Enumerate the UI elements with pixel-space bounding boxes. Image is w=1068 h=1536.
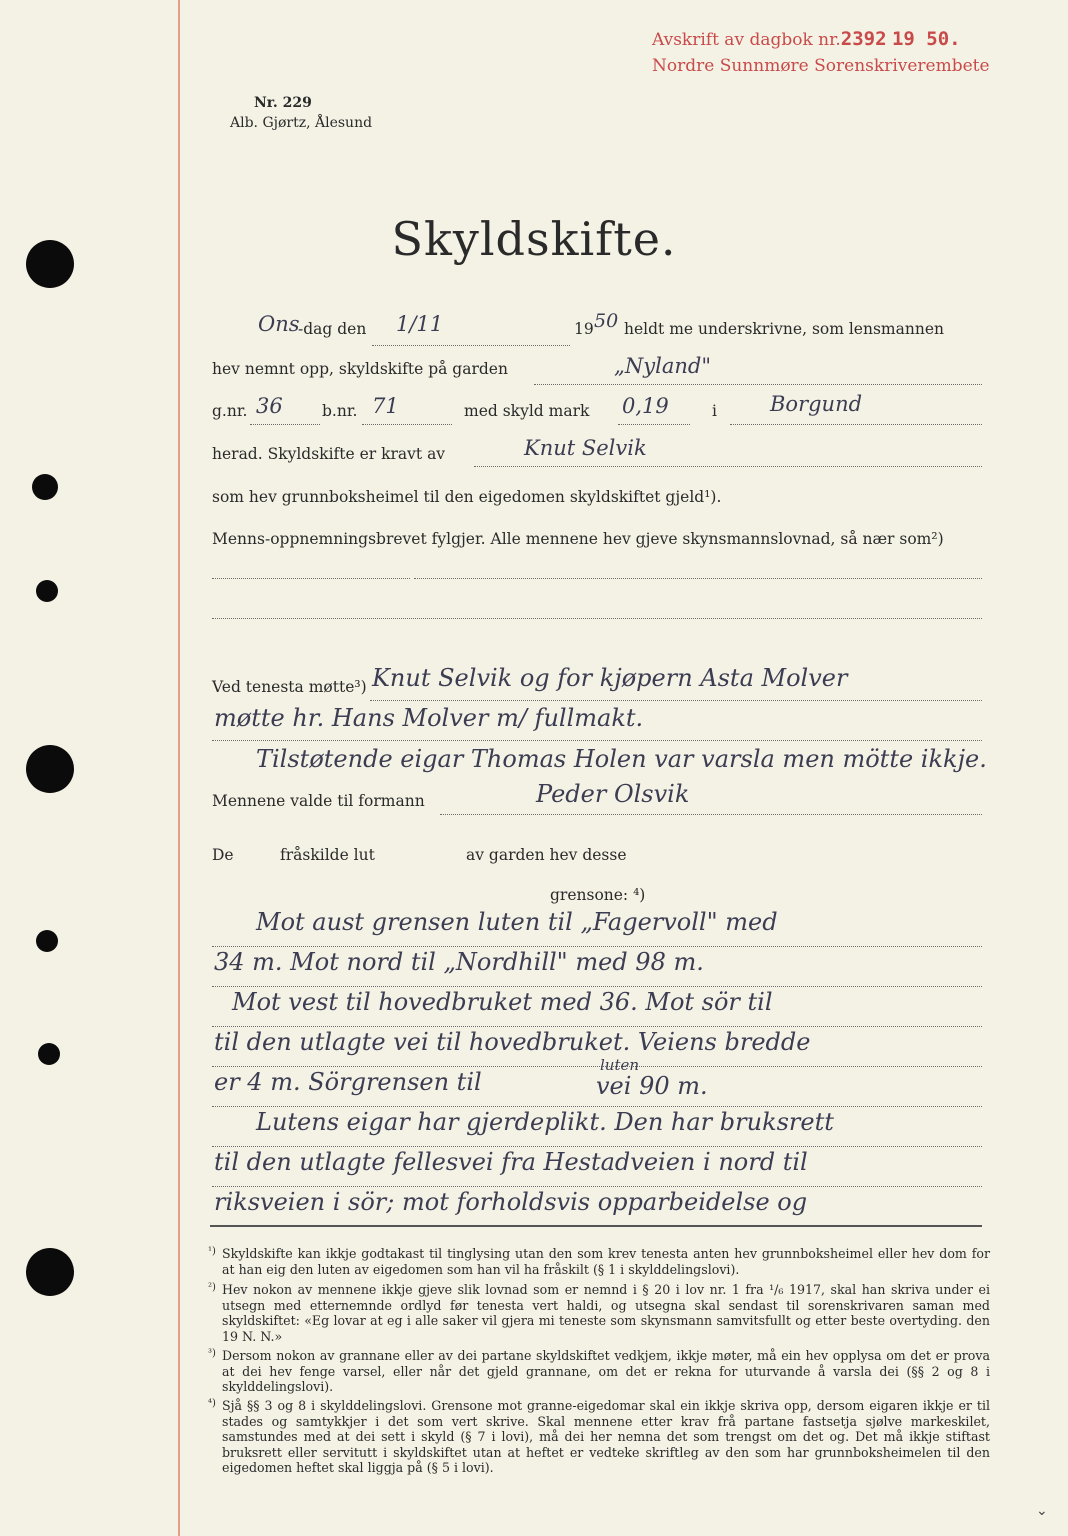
footnote-4 [208,1398,990,1476]
punch-hole [26,745,74,793]
hw-gnr: 36 [256,394,283,418]
blank-line [618,424,690,425]
blank-line [212,1106,982,1107]
footnote-mark: ¹) [208,1246,216,1257]
hw-boundary-7: til den utlagte fellesvei fra Hestadveien i nord til [214,1148,808,1176]
footnote-mark: ⁴) [208,1398,216,1409]
blank-line [474,466,982,467]
hw-chairman: Peder Olsvik [536,780,690,808]
blank-line [212,578,410,579]
blank-line [362,424,452,425]
label-grensone: grensone: ⁴) [550,886,646,904]
footnote-text: Hev nokon av mennene ikkje gjeve slik lovnad som er nemnd i § 20 i lov nr. 1 fra ¹/₆ 1917, skal han skriva under ei utsegn med etternemnde ordlyd før tenesta vert haldi, og utsegna skal sendast til sorenskrivaren saman med skyldskiftet: «Eg lovar at eg i alle saker vil gjera mi teneste som skynsmann samvitsfullt og etter beste overtyding. den 19 N. N.» [222,1282,990,1344]
hw-boundary-6: Lutens eigar har gjerdeplikt. Den har bruksrett [256,1108,834,1136]
hw-boundary-5b: vei 90 m. [596,1072,708,1100]
form-number: Nr. 229 [254,95,312,111]
hw-boundary-1: Mot aust grensen luten til „Fagervoll" med [256,908,778,936]
hw-bnr: 71 [372,394,399,418]
punch-hole [26,1248,74,1296]
stamp-year: 19 50. [891,28,961,50]
hw-weekday: Ons [258,312,300,336]
label-kravt-av: herad. Skyldskifte er kravt av [212,445,446,463]
blank-line [370,700,982,701]
blank-line [212,1186,982,1187]
blank-line [212,1146,982,1147]
stamp-prefix: Avskrift av dagbok nr. [652,30,841,50]
hw-boundary-5-insert: luten [600,1056,640,1074]
hw-skyld: 0,19 [622,394,669,418]
stamp-number: 2392 [840,28,887,50]
label-av-garden: av garden hev desse [466,846,627,864]
registry-office: Nordre Sunnmøre Sorenskriverembete [652,56,990,76]
hw-attended-2: møtte hr. Hans Molver m/ fullmakt. [214,704,644,732]
footnote-text: Skyldskifte kan ikkje godtakast til tinglysing utan den som krev tenesta anten hev grunnboksheimel eller hev dom for at han eig den luten av eigedomen som han vil ha fråskilt (§ 1 i skylddelingslovi). [222,1246,990,1277]
footnote-mark: ²) [208,1282,216,1293]
footnote-1 [208,1246,990,1277]
footnote-divider [210,1225,982,1227]
hw-boundary-8: riksveien i sör; mot forholdsvis opparbeidelse og [214,1188,808,1216]
blank-line [212,618,982,619]
label-heldt: heldt me underskrivne, som lensmannen [624,320,944,338]
hw-attended-1: Knut Selvik og for kjøpern Asta Molver [372,664,848,692]
footnote-2 [208,1282,990,1344]
punch-hole [38,1043,60,1065]
hw-boundary-4: til den utlagte vei til hovedbruket. Veiens bredde [214,1028,811,1056]
blank-line [372,345,570,346]
punch-hole [36,580,58,602]
footnote-text: Sjå §§ 3 og 8 i skylddelingslovi. Grensone mot granne-eigedomar skal ein ikkje skriva opp, dersom eigaren ikkje er til stades og samtykkjer i det som vert skrive. Skal mennene etter krav frå partane fastsetja sjølve markeskilet, samstundes med at dei sett i skyld (§ 7 i lovi), må dei her nemna det som trengst om det og. Det må ikkje stiftast bruksrett eller servitutt i skyldskiftet utan at heftet er vedteke skriftleg av den som har grunnboksheimelen til den eigedomen heftet skal liggja på (§ 5 i lovi). [222,1398,990,1475]
blank-line [730,424,982,425]
label-ved-tenesta: Ved tenesta møtte³) [212,678,367,696]
blank-line [414,578,982,579]
label-gnr: g.nr. [212,402,248,420]
corner-mark-icon: ⌄ [1036,1503,1048,1519]
hw-boundary-5a: er 4 m. Sörgrensen til [214,1068,482,1096]
hw-date: 1/11 [396,312,444,336]
label-de: De [212,846,234,864]
hw-attended-3: Tilstøtende eigar Thomas Holen var varsla men mötte ikkje. [256,745,987,773]
label-garden: hev nemnt opp, skyldskifte på garden [212,360,508,378]
blank-line [212,946,982,947]
registry-stamp [652,28,961,50]
hw-boundary-2: 34 m. Mot nord til „Nordhill" med 98 m. [214,948,704,976]
label-grunnboksheimel: som hev grunnboksheimel til den eigedomen skyldskiftet gjeld¹). [212,488,722,506]
blank-line [534,384,982,385]
footnote-text: Dersom nokon av grannane eller av dei partane skyldskiftet vedkjem, ikkje møter, må ein hev opplysa om det er prova at dei hev fenge varsel, eller når det gjeld grannane, om det er rekna for uturvande å varsla dei (§§ 2 og 8 i skylddelingslovi). [222,1348,990,1394]
footnote-3 [208,1348,990,1395]
hw-year: 50 [594,310,619,332]
hw-requested-by: Knut Selvik [524,436,647,460]
label-skyld: med skyld mark [464,402,590,420]
blank-line [212,986,982,987]
punch-hole [32,474,58,500]
hw-herad: Borgund [770,392,863,416]
label-formann: Mennene valde til formann [212,792,425,810]
blank-line [212,1026,982,1027]
page-title: Skyldskifte. [391,212,677,266]
footnote-mark: ³) [208,1348,216,1359]
blank-line [212,1066,982,1067]
label-i: i [712,402,717,420]
label-year: 19 [574,320,594,338]
blank-line [250,424,320,425]
hw-boundary-3: Mot vest til hovedbruket med 36. Mot sör til [232,988,773,1016]
blank-line [440,814,982,815]
label-fraskilde: fråskilde lut [280,846,375,864]
label-dag: -dag den [298,320,367,338]
blank-line [212,740,982,741]
hw-farm-name: „Nyland" [614,354,711,378]
publisher: Alb. Gjørtz, Ålesund [230,115,373,131]
label-bnr: b.nr. [322,402,358,420]
punch-hole [36,930,58,952]
label-oppnemning: Menns-oppnemningsbrevet fylgjer. Alle mennene hev gjeve skynsmannslovnad, så nær som²) [212,530,944,548]
